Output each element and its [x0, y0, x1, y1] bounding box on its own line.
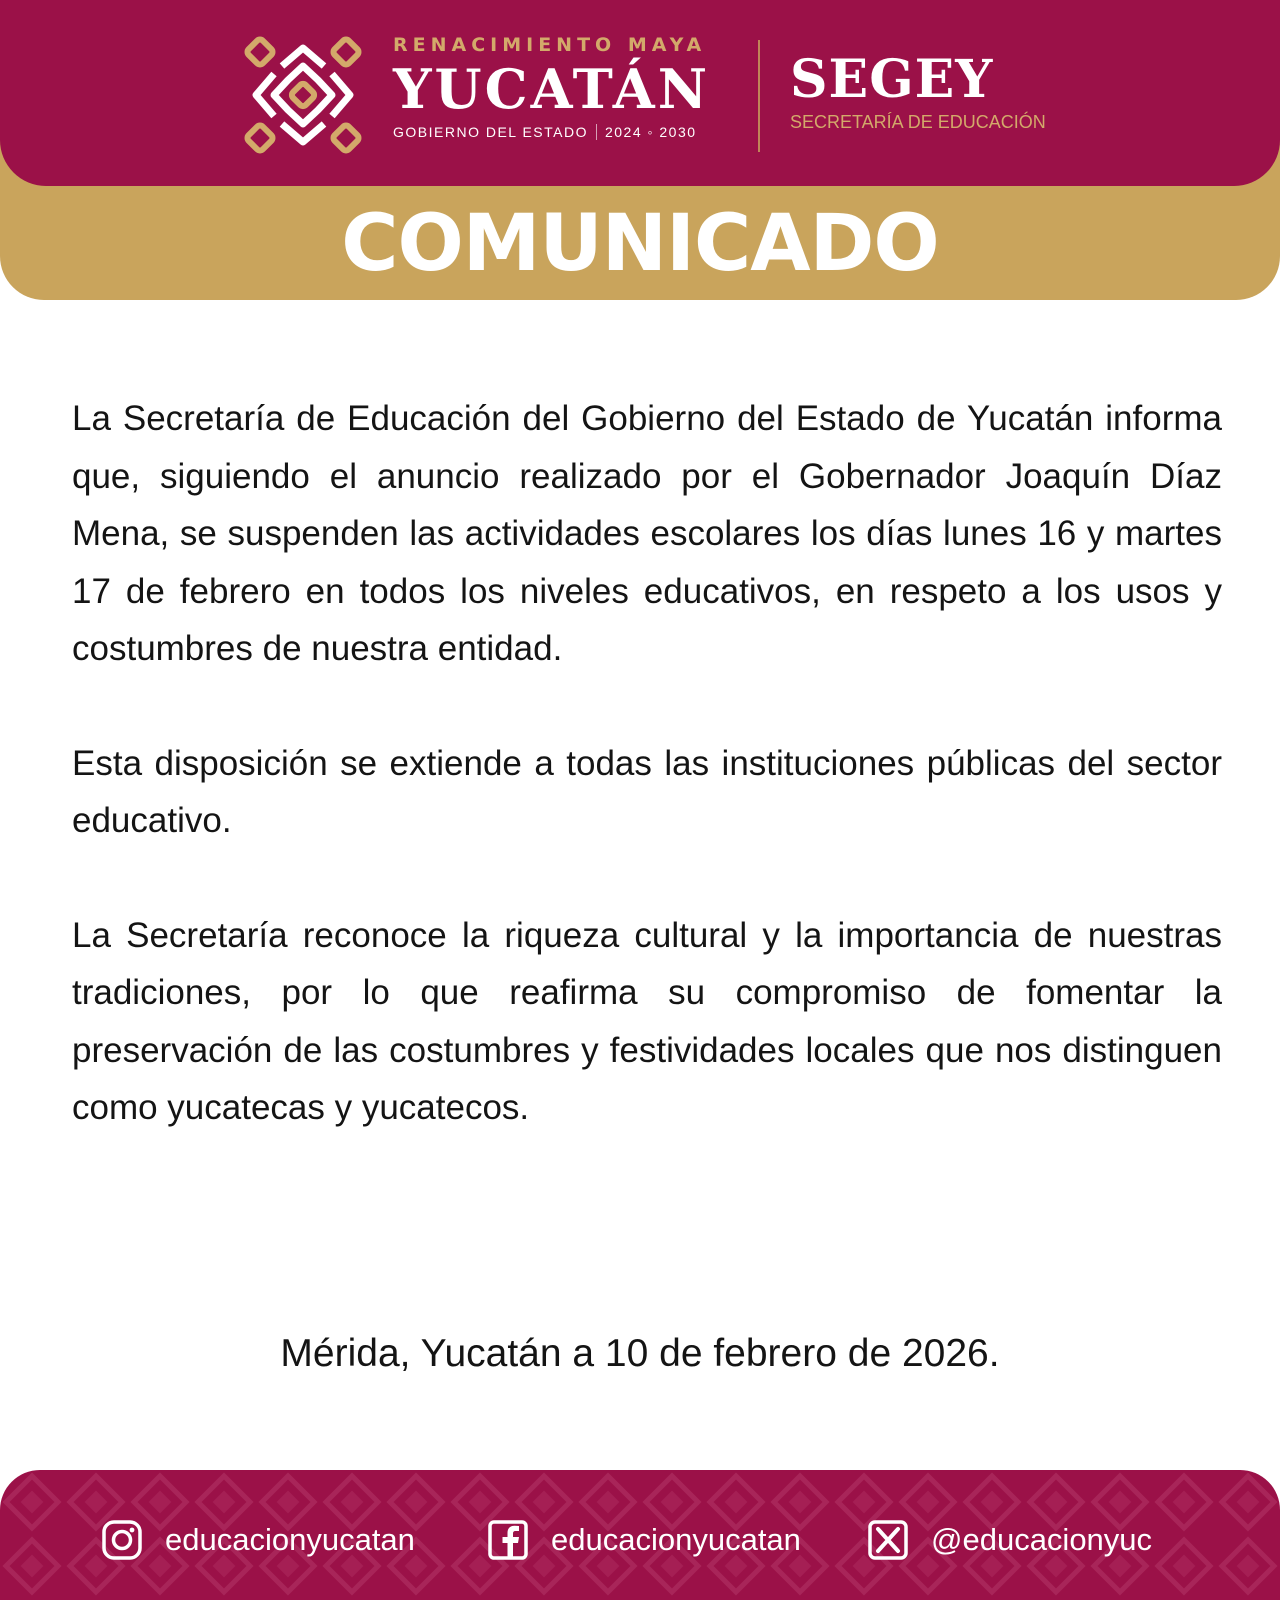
x-icon [867, 1519, 909, 1561]
social-facebook[interactable] [487, 1517, 801, 1563]
yucatan-brand [393, 34, 728, 140]
paragraph-2: Esta disposición se extiende a todas las instituciones públicas del sector educativo. [72, 743, 1222, 840]
segey-brand [790, 49, 1046, 133]
instagram-handle: educacionyucatan [165, 1522, 415, 1557]
instagram-icon [101, 1519, 143, 1561]
brand-name: YUCATÁN [393, 57, 711, 121]
social-x[interactable] [867, 1517, 1152, 1563]
paragraph-1: La Secretaría de Educación del Gobierno del Estado de Yucatán informa que, siguiendo el anuncio realizado por el Gobernador Joaquín Díaz Mena, se suspenden las actividades escolares los días lunes 16 y martes 17 de febrero en todos los niveles educativos, en respeto a los usos y costumbres de nuestra entidad. [72, 399, 1222, 668]
banner-title: COMUNICADO [341, 199, 939, 289]
brand-years: 2024 ◦ 2030 [604, 124, 697, 140]
brand-separator [596, 124, 597, 140]
header-divider [758, 40, 760, 152]
statement-body [72, 390, 1222, 1137]
x-handle: @educacionyuc [931, 1522, 1153, 1557]
brand-footnote [393, 124, 728, 140]
segey-subtitle: SECRETARÍA DE EDUCACIÓN [790, 112, 1046, 132]
facebook-handle: educacionyucatan [551, 1522, 801, 1557]
paragraph-3: La Secretaría reconoce la riqueza cultural y la importancia de nuestras tradiciones, por lo que reafirma su compromiso de fomentar la preservación de las costumbres y festividades locales que nos distinguen como yucatecas y yucatecos. [72, 915, 1222, 1127]
brand-government: GOBIERNO DEL ESTADO [393, 124, 588, 140]
facebook-icon [487, 1519, 529, 1561]
yucatan-logo-icon [244, 36, 362, 154]
brand-tagline: RENACIMIENTO MAYA [393, 34, 707, 56]
place-date: Mérida, Yucatán a 10 de febrero de 2026. [280, 1332, 1000, 1375]
segey-title: SEGEY [790, 49, 994, 110]
social-instagram[interactable] [101, 1517, 415, 1563]
